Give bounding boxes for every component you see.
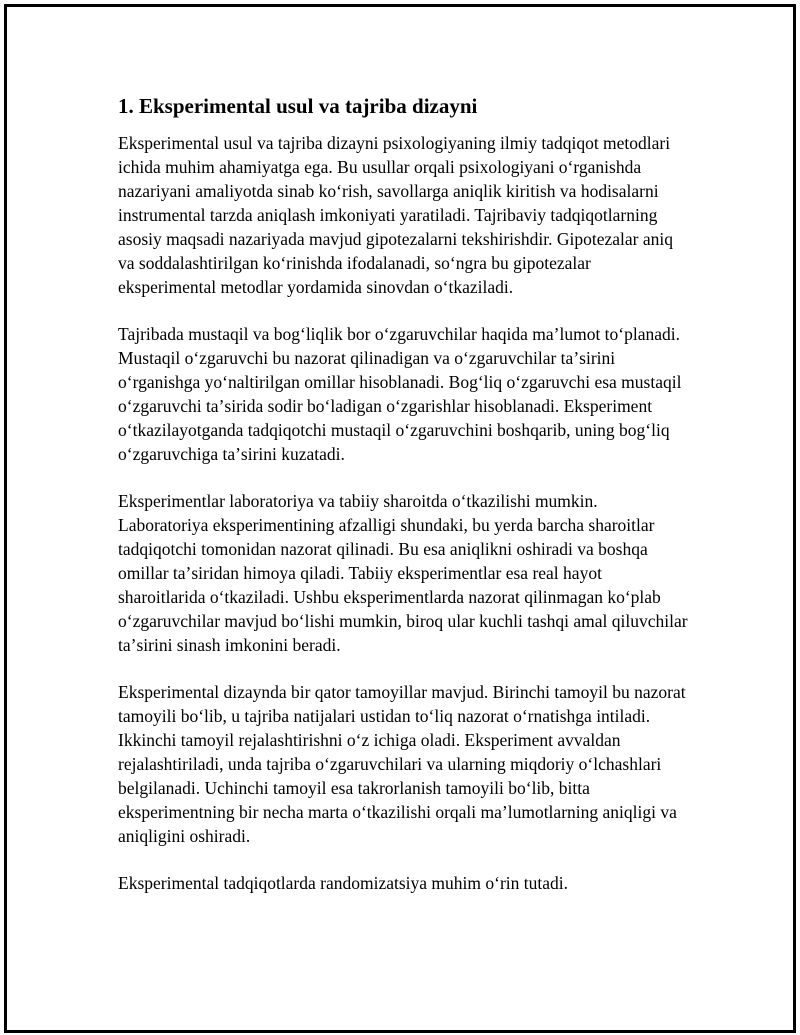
paragraph-1: Eksperimental usul va tajriba dizayni psixologiyaning ilmiy tadqiqot metodlari ichida muhim ahamiyatga ega. Bu usullar orqali psixologiyani oʻrganishda nazariyani amaliyotda sinab koʻrish, savollarga aniqlik kiritish va hodisalarni instrumental tarzda aniqlash imkoniyati yaratiladi. Tajribaviy tadqiqotlarning asosiy maqsadi nazariyada mavjud gipotezalarni tekshirishdir. Gipotezalar aniq va soddalashtirilgan koʻrinishda ifodalanadi, soʻngra bu gipotezalar eksperimental metodlar yordamida sinovdan oʻtkaziladi. <box>118 133 673 297</box>
paragraph-2: Tajribada mustaqil va bogʻliqlik bor oʻzgaruvchilar haqida maʼlumot toʻplanadi. Mustaqil oʻzgaruvchi bu nazorat qilinadigan va oʻzgaruvchilar taʼsirini oʻrganishga yoʻnaltirilgan omillar hisoblanadi. Bogʻliq oʻzgaruvchi esa mustaqil oʻzgaruvchi taʼsirida sodir boʻladigan oʻzgarishlar hisoblanadi. Eksperiment oʻtkazilayotganda tadqiqotchi mustaqil oʻzgaruvchini boshqarib, uning bogʻliq oʻzgaruvchiga taʼsirini kuzatadi. <box>118 324 682 464</box>
paragraph-4: Eksperimental dizaynda bir qator tamoyillar mavjud. Birinchi tamoyil bu nazorat tamoyili boʻlib, u tajriba natijalari ustidan toʻliq nazorat oʻrnatishga intiladi. Ikkinchi tamoyil rejalashtirishni oʻz ichiga oladi. Eksperiment avvaldan rejalashtiriladi, unda tajriba oʻzgaruvchilari va ularning miqdoriy oʻlchashlari belgilanadi. Uchinchi tamoyil esa takrorlanish tamoyili boʻlib, bitta eksperimentning bir necha marta oʻtkazilishi orqali maʼlumotlarning aniqligi va aniqligini oshiradi. <box>118 682 686 846</box>
paragraph-3: Eksperimentlar laboratoriya va tabiiy sharoitda oʻtkazilishi mumkin. Laboratoriya eksperimentining afzalligi shundaki, bu yerda barcha sharoitlar tadqiqotchi tomonidan nazorat qilinadi. Bu esa aniqlikni oshiradi va boshqa omillar taʼsiridan himoya qiladi. Tabiiy eksperimentlar esa real hayot sharoitlarida oʻtkaziladi. Ushbu eksperimentlarda nazorat qilinmagan koʻplab oʻzgaruvchilar mavjud boʻlishi mumkin, biroq ular kuchli tashqi amal qiluvchilar taʼsirini sinash imkonini beradi. <box>118 491 688 655</box>
section-heading: 1. Eksperimental usul va tajriba dizayni <box>118 94 478 118</box>
document-body <box>118 92 688 895</box>
paragraph-5: Eksperimental tadqiqotlarda randomizatsiya muhim oʻrin tutadi. <box>118 873 569 893</box>
